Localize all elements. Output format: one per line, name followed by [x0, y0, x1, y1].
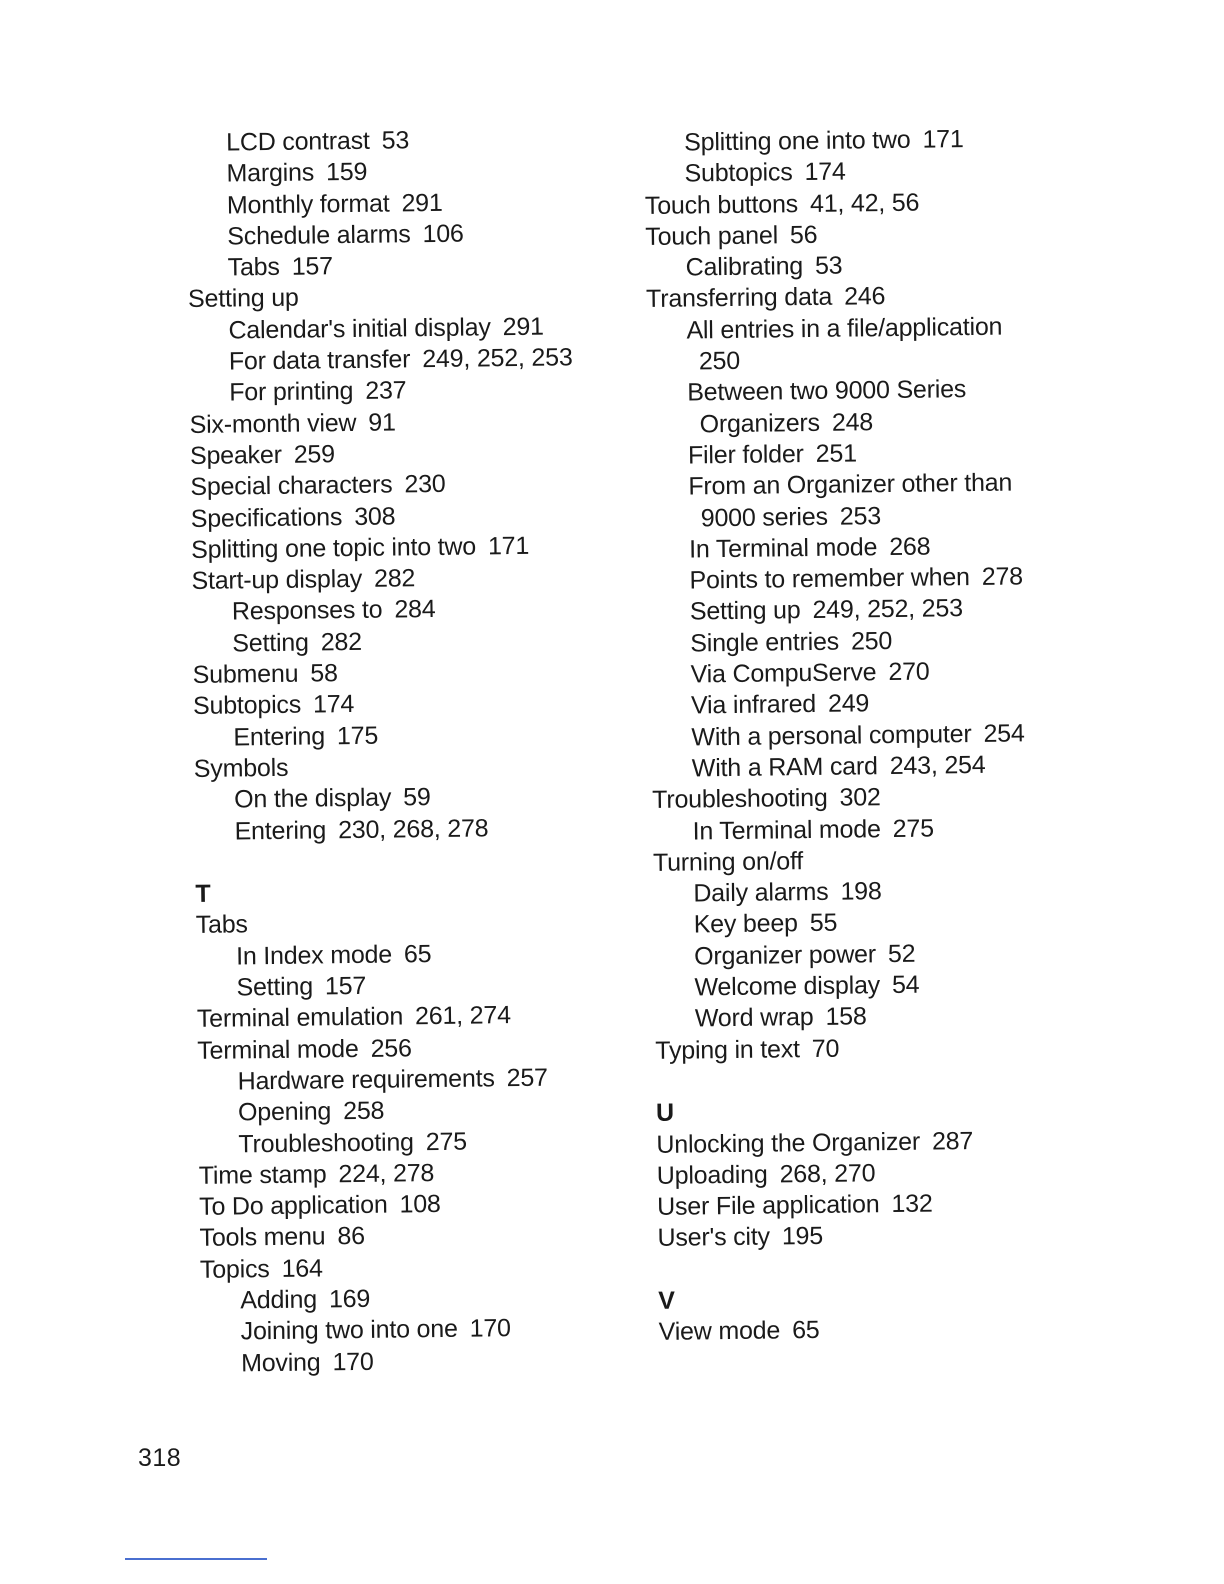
entry-page-refs: 53	[814, 251, 843, 281]
entry-term: In Index mode	[235, 940, 393, 971]
entry-term: Subtopics	[192, 690, 302, 721]
entry-page-refs: 253	[839, 501, 882, 531]
entry-page-refs: 282	[373, 564, 416, 593]
entry-page-refs: 41, 42, 56	[809, 188, 920, 218]
entry-page-refs: 302	[839, 783, 881, 812]
entry-term: Touch buttons	[644, 189, 799, 220]
entry-term: Splitting one into two	[684, 125, 911, 157]
entry-page-refs: 55	[809, 909, 838, 938]
entry-term: Setting	[232, 628, 309, 658]
entry-page-refs: 52	[887, 939, 916, 968]
entry-term: Terminal mode	[197, 1034, 359, 1065]
entry-page-refs: 170	[332, 1347, 374, 1376]
entry-term: Via CompuServe	[690, 658, 877, 689]
entry-page-refs: 237	[365, 376, 407, 406]
entry-page-refs: 249, 252, 253	[422, 343, 573, 374]
entry-term: Schedule alarms	[227, 220, 411, 251]
entry-page-refs: 282	[320, 627, 363, 657]
entry-page-refs: 291	[502, 312, 544, 341]
index-subentry	[201, 1343, 641, 1380]
index-subentry	[189, 342, 629, 379]
entry-term: Joining two into one	[240, 1315, 458, 1346]
entry-page-refs: 65	[403, 939, 432, 969]
entry-page-refs: 106	[422, 219, 464, 249]
entry-page-refs: 91	[368, 408, 396, 437]
entry-page-refs: 159	[325, 158, 368, 187]
entry-page-refs: 169	[328, 1284, 371, 1314]
entry-page-refs: 224, 278	[338, 1158, 435, 1189]
entry-term: LCD contrast	[226, 126, 370, 157]
entry-term: Adding	[240, 1285, 318, 1315]
entry-term: Symbols	[193, 753, 289, 783]
entry-page-refs: 59	[403, 783, 431, 812]
entry-term: Responses to	[231, 596, 383, 626]
entry-term: Via infrared	[690, 690, 817, 720]
entry-term: With a personal computer	[691, 719, 972, 752]
entry-page-refs: 158	[825, 1002, 867, 1032]
entry-term: Welcome display	[694, 971, 881, 1002]
entry-term: Uploading	[656, 1160, 768, 1190]
entry-page-refs: 259	[293, 440, 336, 469]
entry-page-refs: 175	[336, 721, 379, 750]
entry-term: For data transfer	[228, 345, 411, 376]
entry-term: Typing in text	[655, 1034, 800, 1065]
entry-term: Transferring data	[645, 283, 833, 314]
entry-page-refs: 58	[310, 659, 338, 688]
entry-page-refs: 132	[891, 1189, 933, 1219]
entry-page-refs: 275	[892, 814, 934, 843]
entry-term: Organizers	[699, 408, 821, 439]
entry-page-refs: 249	[827, 689, 870, 719]
entry-page-refs: 230	[404, 470, 446, 499]
entry-page-refs: 268, 270	[779, 1159, 876, 1189]
entry-term: Monthly format	[226, 189, 390, 220]
entry-page-refs: 195	[781, 1222, 824, 1251]
page-number: 318	[138, 1444, 182, 1472]
entry-term: View mode	[658, 1316, 781, 1347]
entry-term: Margins	[226, 158, 315, 188]
entry-term: Splitting one topic into two	[190, 532, 477, 564]
entry-term: To Do application	[199, 1190, 388, 1222]
entry-term: Filer folder	[687, 440, 804, 470]
index-column-right	[644, 123, 1099, 1349]
entry-page-refs: 54	[891, 970, 920, 1000]
entry-page-refs: 171	[487, 531, 530, 561]
entry-term: Key beep	[693, 909, 798, 939]
entry-page-refs: 275	[425, 1127, 468, 1156]
entry-page-refs: 157	[324, 971, 367, 1001]
entry-page-refs: 171	[922, 125, 964, 154]
entry-term: Points to remember when	[689, 563, 970, 595]
entry-term: Terminal emulation	[196, 1002, 404, 1034]
entry-term: Setting	[236, 972, 314, 1002]
entry-term: Topics	[199, 1254, 270, 1284]
entry-term: Calibrating	[685, 252, 804, 282]
entry-page-refs: 56	[789, 220, 818, 250]
entry-term: Setting up	[187, 284, 299, 314]
entry-term: In Terminal mode	[688, 533, 878, 564]
entry-term: User File application	[657, 1190, 880, 1222]
entry-term: Troubleshooting	[238, 1127, 414, 1158]
index-entry	[659, 1312, 1099, 1349]
entry-term: Six-month view	[189, 408, 357, 439]
entry-page-refs: 246	[843, 282, 886, 312]
entry-term: Tabs	[227, 253, 280, 282]
entry-term: From an Organizer other than	[688, 468, 1013, 501]
entry-term: Troubleshooting	[652, 784, 828, 815]
entry-page-refs: 291	[401, 188, 443, 217]
entry-term: Organizer power	[693, 939, 877, 971]
entry-term: Tools menu	[199, 1222, 326, 1253]
entry-term: Turning on/off	[652, 846, 804, 877]
entry-page-refs: 249, 252, 253	[812, 594, 963, 625]
entry-page-refs: 278	[981, 562, 1024, 592]
entry-page-refs: 248	[831, 407, 874, 437]
entry-term: Word wrap	[694, 1003, 814, 1033]
entry-page-refs: 284	[394, 595, 436, 624]
entry-page-refs: 250	[850, 626, 893, 656]
section-letter-heading: V	[658, 1286, 676, 1315]
entry-term: Daily alarms	[693, 877, 829, 908]
entry-page-refs: 164	[281, 1254, 323, 1283]
entry-page-refs: 257	[506, 1063, 548, 1093]
entry-term: On the display	[234, 783, 392, 814]
entry-term: Touch panel	[645, 221, 779, 251]
entry-term: Entering	[233, 721, 326, 752]
entry-page-refs: 287	[931, 1126, 974, 1156]
entry-page-refs: 250	[698, 346, 741, 376]
section-letter-heading: T	[195, 879, 211, 909]
entry-term: Moving	[240, 1348, 321, 1377]
entry-term: Calendar's initial display	[228, 313, 491, 345]
entry-term: Start-up display	[191, 565, 363, 596]
entry-page-refs: 254	[983, 719, 1025, 748]
entry-term: User's city	[657, 1222, 771, 1253]
entry-term: Tabs	[195, 910, 248, 940]
entry-term: 9000 series	[700, 502, 828, 532]
entry-term: Time stamp	[198, 1160, 327, 1190]
entry-page-refs: 256	[370, 1033, 412, 1063]
entry-term: Specifications	[190, 502, 343, 533]
entry-page-refs: 170	[469, 1314, 511, 1343]
entry-term: For printing	[229, 377, 354, 407]
index-column-left	[186, 123, 641, 1380]
entry-page-refs: 258	[342, 1096, 385, 1126]
entry-term: Entering	[234, 815, 327, 845]
entry-page-refs: 268	[889, 532, 931, 561]
entry-term: All entries in a file/application	[686, 312, 1003, 345]
entry-page-refs: 86	[337, 1222, 366, 1251]
entry-page-refs: 157	[291, 252, 334, 281]
entry-term: Subtopics	[684, 158, 793, 188]
entry-page-refs: 70	[811, 1034, 840, 1063]
entry-term: Unlocking the Organizer	[656, 1127, 921, 1159]
entry-page-refs: 198	[840, 877, 882, 906]
entry-page-refs: 65	[791, 1316, 820, 1345]
entry-term: Setting up	[689, 596, 801, 626]
section-letter-heading: U	[655, 1098, 675, 1128]
entry-page-refs: 174	[312, 690, 355, 719]
entry-term: Single entries	[690, 627, 840, 658]
entry-term: Special characters	[190, 470, 393, 502]
entry-term: Hardware requirements	[237, 1064, 495, 1096]
entry-page-refs: 243, 254	[889, 750, 986, 780]
entry-term: Speaker	[189, 440, 282, 470]
entry-page-refs: 251	[815, 439, 857, 468]
entry-term: Opening	[237, 1097, 332, 1127]
entry-page-refs: 53	[381, 126, 410, 155]
entry-page-refs: 108	[399, 1190, 441, 1219]
entry-term: In Terminal mode	[692, 814, 881, 845]
bottom-rule	[125, 1558, 267, 1560]
entry-term: With a RAM card	[691, 752, 878, 783]
entry-term: Submenu	[192, 659, 299, 690]
entry-page-refs: 261, 274	[414, 1001, 511, 1031]
entry-page-refs: 270	[888, 657, 930, 687]
entry-page-refs: 174	[804, 157, 846, 187]
entry-page-refs: 308	[354, 502, 396, 531]
entry-page-refs: 230, 268, 278	[337, 813, 489, 844]
entry-term: Between two 9000 Series	[687, 375, 967, 407]
